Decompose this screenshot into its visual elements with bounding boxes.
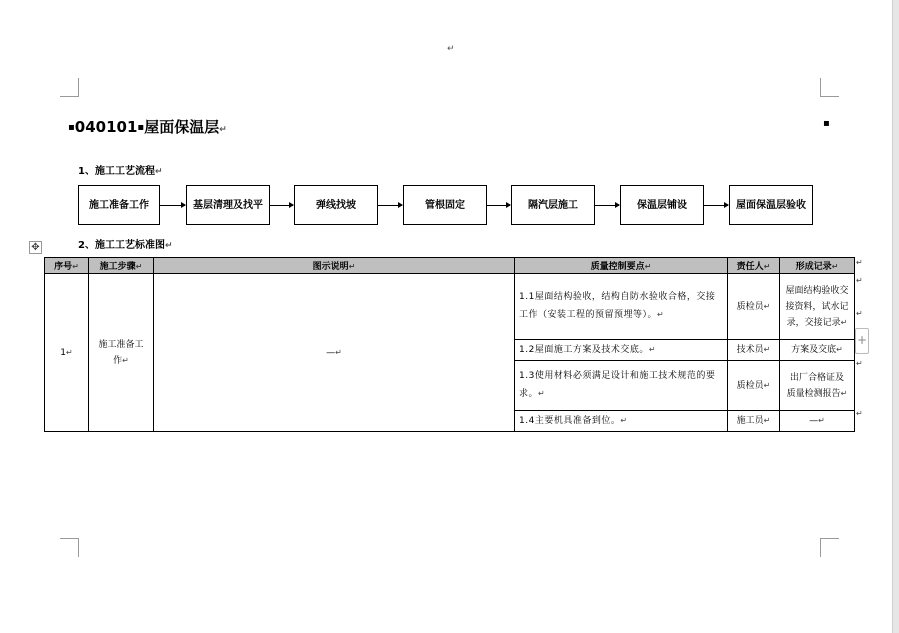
table-header-row — [45, 258, 855, 274]
row-end-mark: ↵ — [856, 309, 863, 318]
flow-step-4: 管根固定 — [403, 185, 487, 225]
document-title[interactable] — [68, 116, 227, 137]
cell-resp-4[interactable]: 施工员↵ — [728, 411, 780, 432]
cell-resp-3[interactable]: 质检员↵ — [728, 361, 780, 411]
title-bullet: ▪ — [68, 122, 75, 133]
title-code: 040101 — [74, 118, 138, 136]
margin-corner-top-right — [820, 78, 839, 97]
flow-step-1: 施工准备工作 — [78, 185, 160, 225]
add-column-icon[interactable]: + — [855, 328, 869, 354]
flow-arrow-3 — [378, 205, 402, 206]
title-text: 屋面保温层 — [144, 118, 220, 136]
row-end-mark: ↵ — [856, 258, 863, 267]
flow-step-2: 基层清理及找平 — [186, 185, 270, 225]
cell-qc-4[interactable]: 1.4主要机具准备到位。↵ — [515, 411, 728, 432]
header-paragraph-mark: ↵ — [447, 44, 455, 54]
cell-resp-2[interactable]: 技术员↵ — [728, 340, 780, 361]
cell-record-2[interactable]: 方案及交底↵ — [780, 340, 855, 361]
section-diagram-label: 2、施工工艺标准图 — [78, 240, 165, 251]
title-right-bullet: ▪ — [823, 118, 830, 129]
cell-no[interactable]: 1↵ — [45, 274, 89, 432]
header-quality-control[interactable]: 质量控制要点↵ — [515, 258, 728, 274]
cell-diagram[interactable]: —↵ — [154, 274, 515, 432]
cell-record-3[interactable]: 出厂合格证及质量检测报告↵ — [780, 361, 855, 411]
cell-qc-2[interactable]: 1.2屋面施工方案及技术交底。↵ — [515, 340, 728, 361]
margin-corner-bottom-right — [820, 538, 839, 557]
row-end-mark: ↵ — [856, 409, 863, 418]
section-heading-flow[interactable] — [78, 162, 163, 177]
row-end-mark: ↵ — [856, 276, 863, 285]
flow-arrow-1 — [160, 205, 185, 206]
page-scroll-edge — [892, 0, 899, 633]
margin-corner-bottom-left — [60, 538, 79, 557]
process-standard-table[interactable] — [44, 257, 855, 432]
cell-qc-3[interactable]: 1.3使用材料必须满足设计和施工技术规范的要求。↵ — [515, 361, 728, 411]
table-move-handle-icon[interactable]: ✥ — [29, 241, 42, 254]
section-diagram-mark: ↵ — [164, 241, 173, 251]
row-end-mark: ↵ — [856, 359, 863, 368]
title-paragraph-mark: ↵ — [219, 125, 227, 135]
flow-step-3: 弹线找坡 — [294, 185, 378, 225]
flow-arrow-6 — [704, 205, 728, 206]
section-flow-label: 1、施工工艺流程 — [78, 166, 155, 177]
header-diagram[interactable]: 图示说明↵ — [154, 258, 515, 274]
cell-step[interactable]: 施工准备工作↵ — [89, 274, 154, 432]
cell-record-4[interactable]: —↵ — [780, 411, 855, 432]
flow-arrow-2 — [270, 205, 293, 206]
header-record[interactable]: 形成记录↵ — [780, 258, 855, 274]
header-step[interactable]: 施工步骤↵ — [89, 258, 154, 274]
flow-arrow-4 — [487, 205, 510, 206]
flow-step-6: 保温层铺设 — [620, 185, 704, 225]
margin-corner-top-left — [60, 78, 79, 97]
flow-step-5: 隔汽层施工 — [511, 185, 595, 225]
table-row — [45, 274, 855, 340]
flow-arrow-5 — [595, 205, 619, 206]
title-bullet-2: ▪ — [137, 122, 145, 133]
cell-record-1[interactable]: 屋面结构验收交接资料，试水记录，交接记录↵ — [780, 274, 855, 340]
header-responsible[interactable]: 责任人↵ — [728, 258, 780, 274]
flow-step-7: 屋面保温层验收 — [729, 185, 813, 225]
cell-resp-1[interactable]: 质检员↵ — [728, 274, 780, 340]
header-no[interactable]: 序号↵ — [45, 258, 89, 274]
section-heading-standard-diagram[interactable] — [78, 236, 173, 251]
cell-qc-1[interactable]: 1.1屋面结构验收，结构自防水验收合格，交接工作（安装工程的预留预埋等）。↵ — [515, 274, 728, 340]
section-flow-mark: ↵ — [154, 167, 163, 177]
